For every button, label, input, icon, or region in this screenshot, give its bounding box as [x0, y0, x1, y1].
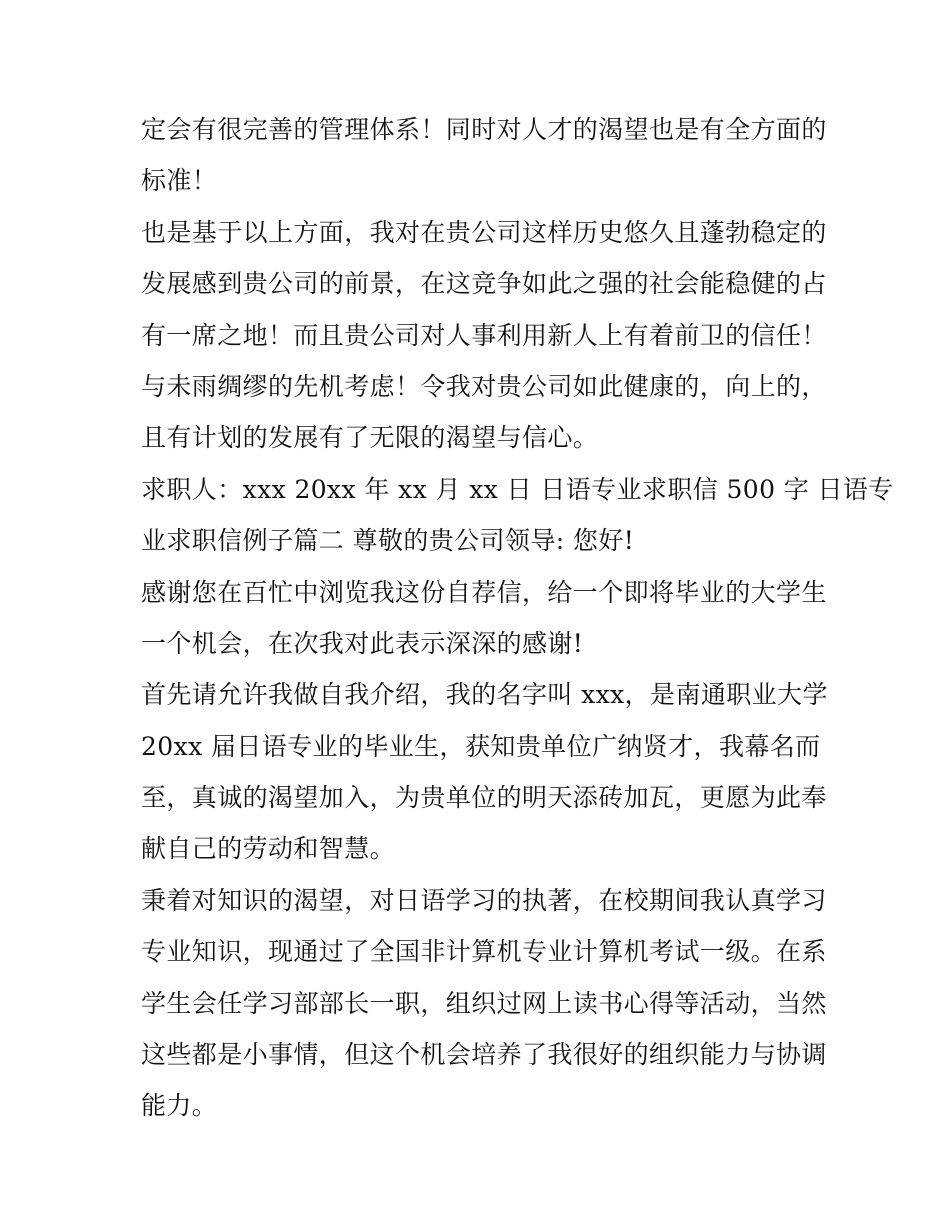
- text-line: 献自己的劳动和智慧。: [141, 834, 396, 864]
- text-line: 定会有很完善的管理体系！同时对人才的渴望也是有全方面的: [141, 115, 827, 144]
- text-line: 感谢您在百忙中浏览我这份自荐信，给一个即将毕业的大学生: [141, 577, 827, 607]
- text-line: 也是基于以上方面，我对在贵公司这样历史悠久且蓬勃稳定的: [141, 217, 827, 247]
- text-line: 能力。: [141, 1091, 218, 1121]
- text-line: 标准！: [141, 166, 218, 196]
- text-line: 秉着对知识的渴望，对日语学习的执著，在校期间我认真学习: [141, 885, 827, 915]
- text-line: 一个机会，在次我对此表示深深的感谢!: [141, 628, 584, 658]
- text-line: 发展感到贵公司的前景，在这竞争如此之强的社会能稳健的占: [141, 269, 827, 299]
- text-line: 学生会任学习部部长一职，组织过网上读书心得等活动，当然: [141, 988, 827, 1018]
- text-line: 求职人：xxx 20xx 年 xx 月 xx 日 日语专业求职信 500 字 日语专: [141, 474, 894, 504]
- text-line: 且有计划的发展有了无限的渴望与信心。: [141, 423, 599, 453]
- text-line: 业求职信例子篇二 尊敬的贵公司领导: 您好!: [141, 526, 635, 556]
- text-line: 首先请允许我做自我介绍，我的名字叫 xxx，是南通职业大学: [141, 680, 828, 710]
- text-line: 20xx 届日语专业的毕业生，获知贵单位广纳贤才，我幕名而: [141, 731, 821, 761]
- text-line: 与未雨绸缪的先机考虑！令我对贵公司如此健康的，向上的，: [141, 371, 827, 401]
- text-line: 专业知识，现通过了全国非计算机专业计算机考试一级。在系: [141, 937, 827, 967]
- text-line: 至，真诚的渴望加入，为贵单位的明天添砖加瓦，更愿为此奉: [141, 783, 827, 813]
- document-body: [141, 104, 894, 1132]
- text-line: 有一席之地！而且贵公司对人事利用新人上有着前卫的信任！: [141, 320, 827, 350]
- text-line: 这些都是小事情，但这个机会培养了我很好的组织能力与协调: [141, 1040, 827, 1070]
